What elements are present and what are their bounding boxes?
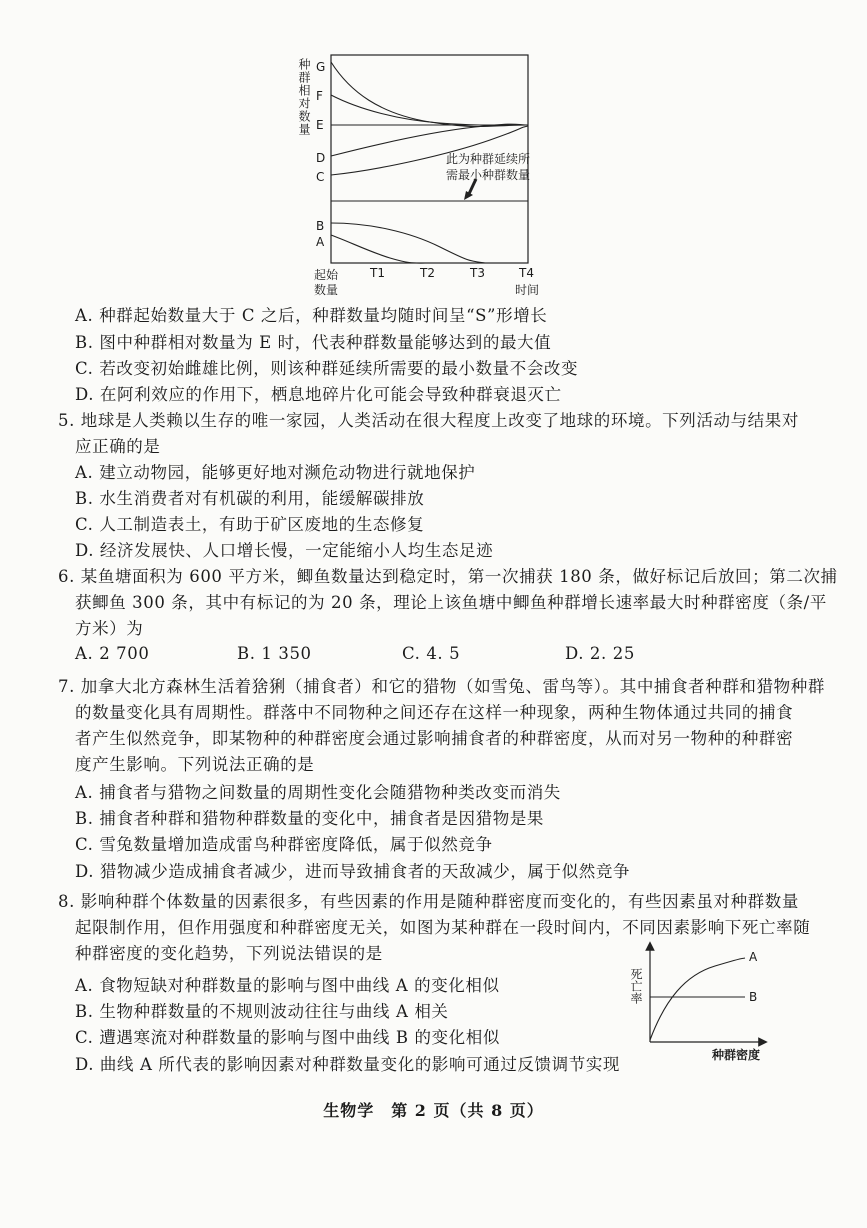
q8-option-b: B. 生物种群数量的不规则波动往往与曲线 A 相关	[75, 1002, 449, 1021]
q5-option-d: D. 经济发展快、人口增长慢，一定能缩小人均生态足迹	[75, 541, 494, 560]
q6-stem-1: 6. 某鱼塘面积为 600 平方米，鲫鱼数量达到稳定时，第一次捕获 180 条，做好标记后放回；第二次捕	[58, 567, 838, 586]
q4-option-c: C. 若改变初始雌雄比例，则该种群延续所需要的最小数量不会改变	[75, 359, 579, 378]
q6-option-b: B. 1 350	[237, 644, 312, 663]
q5-option-c: C. 人工制造表土，有助于矿区废地的生态修复	[75, 515, 425, 534]
q8-stem-1: 8. 影响种群个体数量的因素很多，有些因素的作用是随种群密度而变化的，有些因素虽对种群数量	[58, 892, 799, 911]
q6-option-a: A. 2 700	[75, 644, 150, 663]
q8-option-c: C. 遭遇寒流对种群数量的影响与图中曲线 B 的变化相似	[75, 1028, 500, 1047]
curve-f	[331, 95, 528, 125]
q5-option-b: B. 水生消费者对有机碳的利用，能缓解碳排放	[75, 489, 425, 508]
q5-stem-2: 应正确的是	[75, 437, 161, 456]
annotation-text-2: 需最小种群数量	[446, 168, 531, 182]
q7-option-c: C. 雪兔数量增加造成雷鸟种群密度降低，属于似然竞争	[75, 835, 493, 854]
y-letter-b: B	[316, 219, 325, 233]
q5-stem-1: 5. 地球是人类赖以生存的唯一家园，人类活动在很大程度上改变了地球的环境。下列活动与结果对	[58, 411, 799, 430]
page-footer: 生物学 第 2 页（共 8 页）	[323, 1101, 544, 1120]
y-axis-label-mortality: 死亡率	[629, 968, 643, 1004]
q8-option-a: A. 食物短缺对种群数量的影响与图中曲线 A 的变化相似	[75, 976, 500, 995]
y-letter-f: F	[316, 89, 323, 103]
x-label-t2: T2	[420, 266, 435, 280]
q7-option-b: B. 捕食者种群和猎物种群数量的变化中，捕食者是因猎物是果	[75, 809, 545, 828]
q7-stem-4: 度产生影响。下列说法正确的是	[75, 755, 315, 774]
mortality-figure	[625, 940, 775, 1065]
y-letter-d: D	[316, 151, 326, 165]
q7-stem-2: 的数量变化具有周期性。群落中不同物种之间还存在这样一种现象，两种生物体通过共同的捕食	[75, 703, 794, 722]
x-axis-label-density: 种群密度	[712, 1048, 761, 1062]
y-letter-c: C	[316, 170, 325, 184]
x-label-t3: T3	[470, 266, 485, 280]
y-axis-label: 种群相对数量	[297, 58, 311, 136]
q7-option-d: D. 猎物减少造成捕食者减少，进而导致捕食者的天敌减少，属于似然竞争	[75, 862, 631, 881]
q6-option-c: C. 4. 5	[402, 644, 461, 663]
x-label-start-1: 起始	[314, 268, 339, 282]
annotation-text-1: 此为种群延续所	[446, 152, 531, 166]
y-letter-g: G	[316, 60, 326, 74]
x-label-t1: T1	[370, 266, 385, 280]
q7-stem-1: 7. 加拿大北方森林生活着猞猁（捕食者）和它的猎物（如雪兔、雷鸟等）。其中捕食者种群和猎物种群	[58, 677, 825, 696]
q7-stem-3: 者产生似然竞争，即某物种的种群密度会通过影响捕食者的种群密度，从而对另一物种的种群密	[75, 729, 794, 748]
x-label-time: 时间	[515, 283, 540, 297]
y-letter-e: E	[316, 118, 324, 132]
allee-figure	[290, 52, 550, 302]
q6-option-d: D. 2. 25	[565, 644, 635, 663]
q8-stem-3: 种群密度的变化趋势，下列说法错误的是	[75, 944, 383, 963]
q4-option-b: B. 图中种群相对数量为 E 时，代表种群数量能够达到的最大值	[75, 333, 552, 352]
q4-option-d: D. 在阿利效应的作用下，栖息地碎片化可能会导致种群衰退灭亡	[75, 385, 562, 404]
q7-option-a: A. 捕食者与猎物之间数量的周期性变化会随猎物种类改变而消失	[75, 783, 561, 802]
q6-stem-3: 方米）为	[75, 619, 144, 638]
q8-option-d: D. 曲线 A 所代表的影响因素对种群数量变化的影响可通过反馈调节实现	[75, 1055, 621, 1074]
curve-a-label: A	[749, 950, 758, 964]
y-letter-a: A	[316, 235, 325, 249]
x-label-start-2: 数量	[314, 283, 339, 297]
curve-a-line	[650, 958, 745, 1040]
curve-g	[331, 62, 528, 127]
q6-stem-2: 获鲫鱼 300 条，其中有标记的为 20 条，理论上该鱼塘中鲫鱼种群增长速率最大时种群密度（条/平	[75, 593, 827, 612]
curve-b	[331, 223, 485, 263]
q5-option-a: A. 建立动物园，能够更好地对濒危动物进行就地保护	[75, 463, 476, 482]
curve-b-label: B	[749, 990, 758, 1004]
curve-a	[331, 235, 425, 263]
q4-option-a: A. 种群起始数量大于 C 之后，种群数量均随时间呈“S”形增长	[75, 306, 548, 325]
x-label-t4: T4	[519, 266, 534, 280]
q8-stem-2: 起限制作用，但作用强度和种群密度无关，如图为某种群在一段时间内，不同因素影响下死亡率随	[75, 918, 811, 937]
